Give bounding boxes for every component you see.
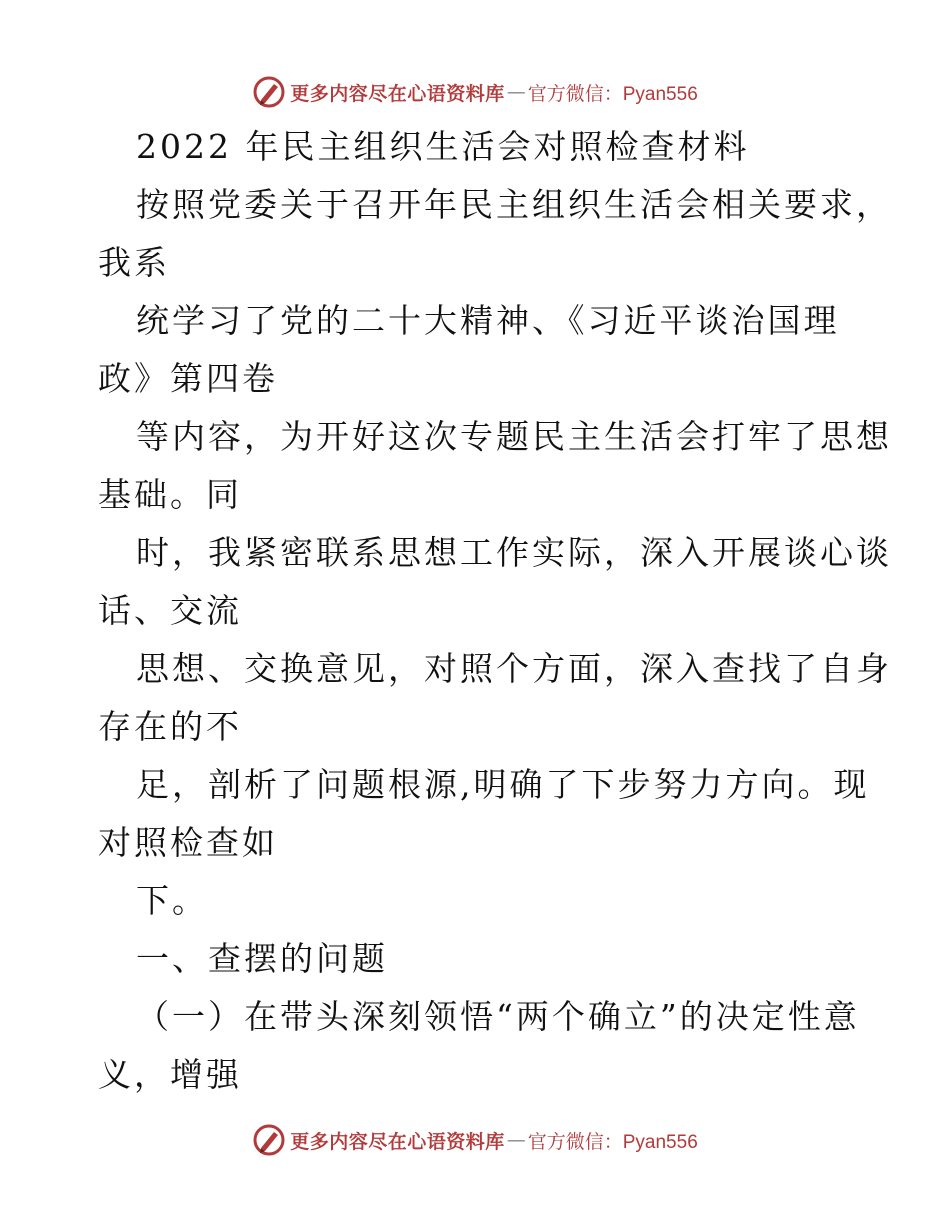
text-line: 义，增强 [98, 1055, 242, 1094]
text-line: 足，剖析了问题根源,明确了下步努力方向。现 [136, 765, 870, 804]
watermark-separator: — [506, 81, 526, 103]
subsection-heading: （一）在带头深刻领悟“两个确立”的决定性意 [136, 997, 860, 1036]
watermark-header [0, 72, 950, 112]
text-line: 思想、交换意见，对照个方面，深入查找了自身 [136, 649, 892, 688]
watermark-account [528, 79, 698, 106]
watermark-site-text: 更多内容尽在心语资料库 [290, 1130, 505, 1153]
watermark-separator: — [506, 1129, 526, 1151]
text-line: 话、交流 [98, 591, 242, 630]
watermark-account-id: Pyan556 [622, 1131, 698, 1153]
watermark-account [528, 1127, 698, 1154]
text-line: 统学习了党的二十大精神、《习近平谈治国理 [136, 301, 840, 340]
watermark-account-label: 官方微信： [527, 82, 623, 105]
text-line: 时，我紧密联系思想工作实际，深入开展谈心谈 [136, 533, 892, 572]
document-body [98, 118, 892, 1108]
text-line: 基础。同 [98, 475, 242, 514]
watermark-account-label: 官方微信： [527, 1130, 623, 1153]
pen-logo-icon [252, 75, 286, 109]
text-line: 等内容，为开好这次专题民主生活会打牢了思想 [136, 417, 892, 456]
pen-logo-icon [252, 1123, 286, 1157]
watermark-site-text: 更多内容尽在心语资料库 [290, 82, 505, 105]
text-line: 政》第四卷 [98, 359, 278, 398]
watermark-footer [0, 1120, 950, 1160]
text-line: 按照党委关于召开年民主组织生活会相关要求， [136, 185, 892, 224]
document-title: 2022 年民主组织生活会对照检查材料 [136, 127, 750, 166]
text-line: 下。 [136, 881, 208, 920]
text-line: 存在的不 [98, 707, 242, 746]
text-line: 对照检查如 [98, 823, 278, 862]
section-heading: 一、查摆的问题 [136, 939, 388, 978]
watermark-account-id: Pyan556 [622, 83, 698, 105]
text-line: 我系 [98, 243, 170, 282]
